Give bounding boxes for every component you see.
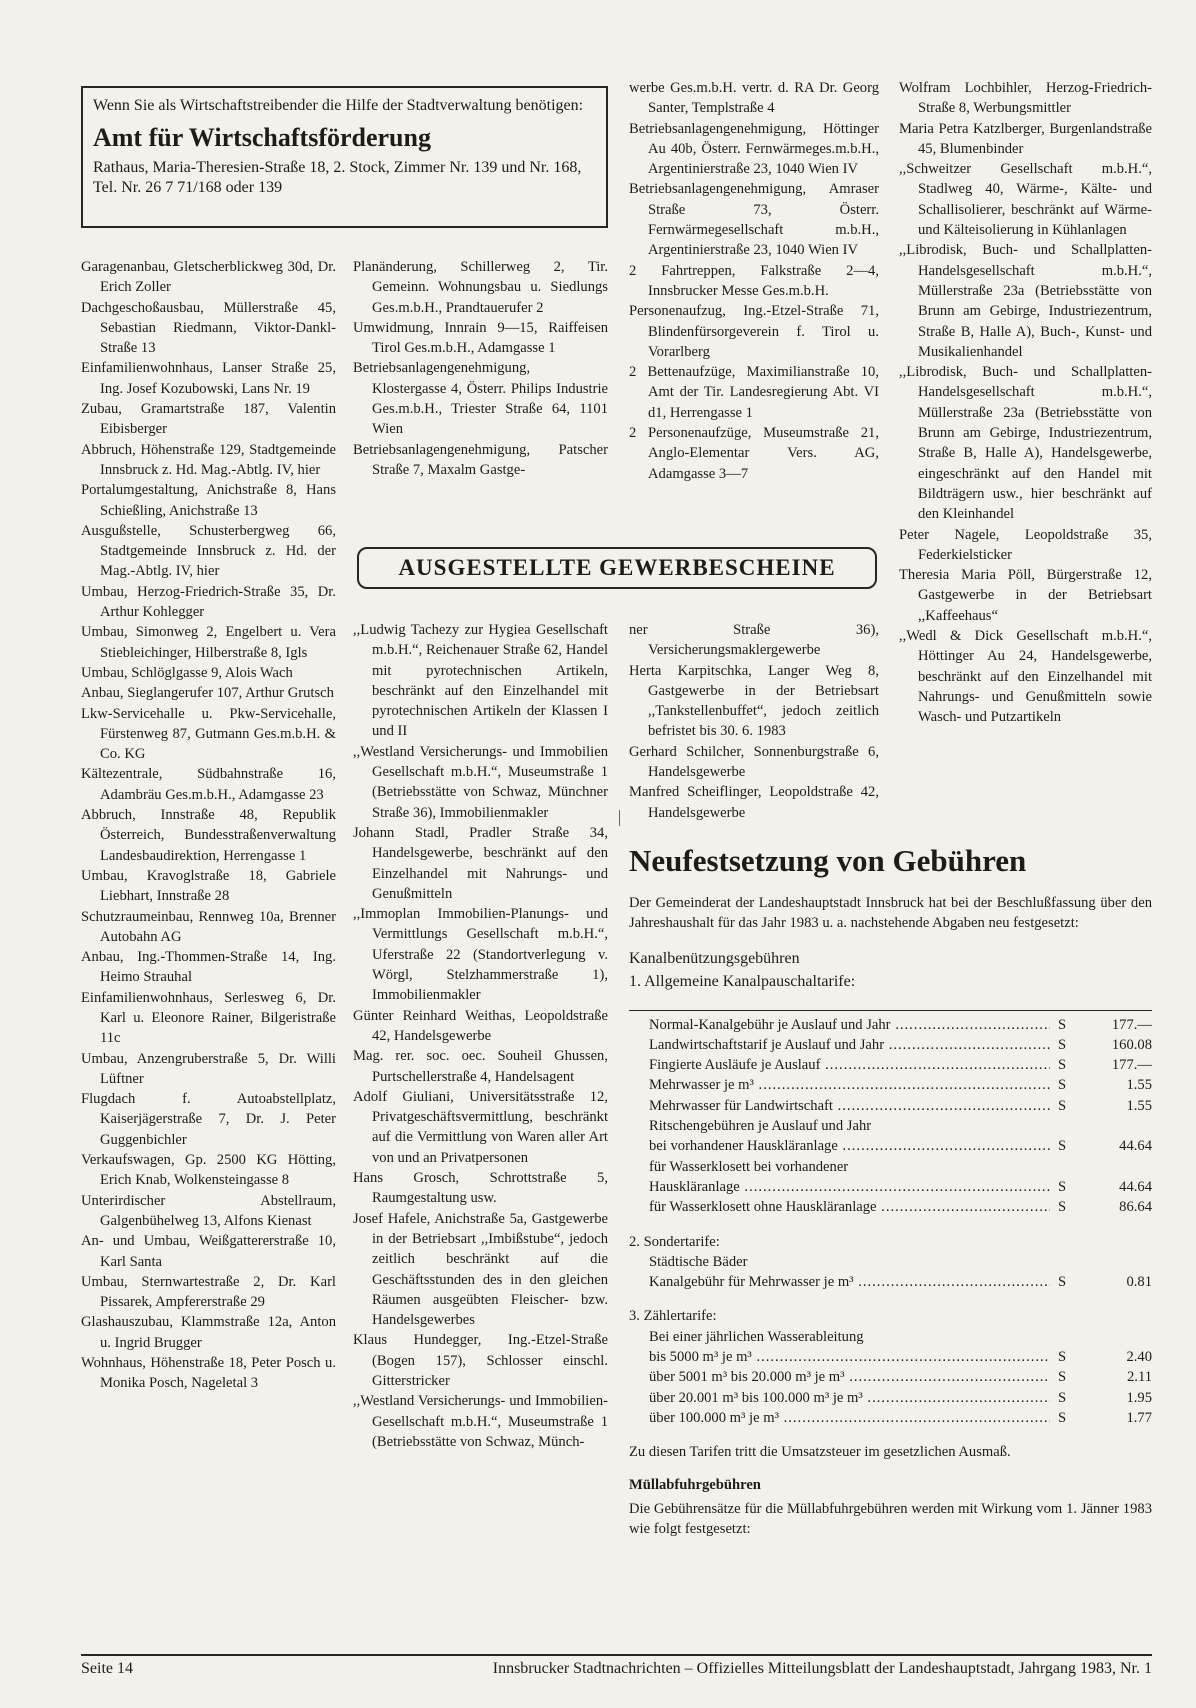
fee-label: für Wasserklosett ohne Hauskläranlage .....: [649, 1197, 1050, 1217]
fee-section: [629, 843, 1152, 1539]
fee-subheading: für Wasserklosett bei vorhandener: [649, 1158, 849, 1175]
trade-licenses-column-3: [629, 620, 879, 823]
sewer-fees-heading: Kanalbenützungsgebühren: [629, 949, 800, 967]
waste-fees-heading: Müllabfuhrgebühren: [629, 1476, 761, 1493]
list-item: Portalumgestaltung, Anichstraße 8, Hans Schießling, Anichstraße 13: [81, 482, 336, 519]
list-item: werbe Ges.m.b.H. vertr. d. RA Dr. Georg Santer, Templstraße 4: [629, 80, 879, 117]
list-item: ,,Schweitzer Gesellschaft m.b.H.“, Stadlweg 40, Wärme-, Kälte- und Schallisolierer, beschränkt auf Wärme- und Kälteisolierung in Kühlanlagen: [899, 161, 1152, 239]
list-item: Umwidmung, Innrain 9—15, Raiffeisen Tirol Ges.m.b.H., Adamgasse 1: [353, 319, 608, 357]
list-item: Anbau, Sieglangerufer 107, Arthur Grutsch: [81, 685, 334, 702]
building-permits-column-1: [81, 257, 336, 1394]
list-item: Zubau, Gramartstraße 187, Valentin Eibisberger: [81, 401, 336, 438]
fee-label: Normal-Kanalgebühr je Auslauf und Jahr .....: [649, 1015, 1050, 1035]
fee-currency: S: [1058, 1199, 1067, 1216]
waste-fees-text: Die Gebührensätze für die Müllabfuhrgebühren werden mit Wirkung vom 1. Jänner 1983 wie folgt festgesetzt:: [629, 1500, 1152, 1538]
fee-currency: S: [1058, 1077, 1067, 1094]
fee-label: bis 5000 m³ je m³ .....: [649, 1347, 1050, 1367]
list-item: Betriebsanlagengenehmigung, Höttinger Au 40b, Österr. Fernwärmeges.m.b.H., Argentinierstraße 23, 1040 Wien IV: [629, 120, 879, 178]
list-item: Betriebsanlagengenehmigung, Amraser Straße 73, Österr. Fernwärmegesellschaft m.b.H., Argentinierstraße 23, 1040 Wien IV: [629, 181, 879, 259]
fee-label: über 20.001 m³ bis 100.000 m³ je m³ .....: [649, 1388, 1050, 1408]
fee-currency: S: [1058, 1138, 1067, 1155]
list-item: Umbau, Herzog-Friedrich-Straße 35, Dr. Arthur Kohlegger: [81, 583, 336, 621]
fee-value: 44.64: [1119, 1138, 1152, 1155]
list-item: Johann Stadl, Pradler Straße 34, Handelsgewerbe, beschränkt auf den Einzelhandel mit Nahrungs- und Genußmitteln: [353, 824, 608, 902]
list-item: Wolfram Lochbihler, Herzog-Friedrich-Straße 8, Werbungsmittler: [899, 80, 1152, 117]
fee-block-ritschen: [649, 1136, 1152, 1156]
fee-currency: S: [1058, 1097, 1067, 1114]
fee-label: Landwirtschaftstarif je Auslauf und Jahr .....: [649, 1035, 1050, 1055]
fee-block-meter: [649, 1347, 1152, 1428]
meter-rates-sub: Bei einer jährlichen Wasserableitung: [649, 1328, 864, 1345]
list-item: Umbau, Schlöglgasse 9, Alois Wach: [81, 664, 293, 681]
fee-value: 177.—: [1111, 1057, 1152, 1074]
fee-value: 86.64: [1119, 1199, 1152, 1216]
list-item: Unterirdischer Abstellraum, Galgenbühelweg 13, Alfons Kienast: [81, 1192, 336, 1229]
fee-currency: S: [1058, 1036, 1067, 1053]
fee-table: [649, 1011, 1152, 1218]
fee-row: [649, 1177, 1152, 1197]
special-rates-heading: 2. Sondertarife:: [629, 1233, 720, 1250]
list-item: Glashauszubau, Klammstraße 12a, Anton u. Ingrid Brugger: [81, 1314, 336, 1351]
fee-currency: S: [1058, 1409, 1067, 1426]
list-item: Theresia Maria Pöll, Bürgerstraße 12, Gastgewerbe in der Betriebsart ,,Kaffeehaus“: [899, 567, 1152, 624]
building-permits-column-3: [629, 78, 879, 484]
list-item: Einfamilienwohnhaus, Lanser Straße 25, Ing. Josef Kozubowski, Lans Nr. 19: [81, 360, 336, 397]
list-item: Dachgeschoßausbau, Müllerstraße 45, Sebastian Riedmann, Viktor-Dankl-Straße 13: [81, 299, 336, 357]
list-item: Mag. rer. soc. oec. Souheil Ghussen, Purtschellerstraße 4, Handelsagent: [353, 1048, 608, 1085]
fee-row: [649, 1075, 1152, 1095]
fee-currency: S: [1058, 1349, 1067, 1366]
list-item: Klaus Hundegger, Ing.-Etzel-Straße (Bogen 157), Schlosser einschl. Gitterstricker: [353, 1332, 608, 1389]
fee-row: [649, 1272, 1152, 1292]
list-item: Manfred Scheiflinger, Leopoldstraße 42, Handelsgewerbe: [629, 784, 879, 821]
trade-licenses-column-2: [353, 620, 608, 1452]
fee-value: 1.95: [1126, 1389, 1152, 1406]
list-item: Adolf Giuliani, Universitätsstraße 12, Privatgeschäftsvermittlung, beschränkt auf die Vermittlung von Waren aller Art von und an Privatpersonen: [353, 1088, 608, 1166]
list-item: ,,Librodisk, Buch- und Schallplatten-Handelsgesellschaft m.b.H.“, Müllerstraße 23a (Betriebsstätte von Brunn am Gebirge, Industriezentrum, Straße B, Halle A), Buch-, Kunst- und Musikalienhandel: [899, 242, 1152, 360]
list-item: ,,Wedl & Dick Gesellschaft m.b.H.“, Höttinger Au 24, Handelsgewerbe, beschränkt auf den Einzelhandel mit Nahrungs- und Genußmitteln sowie Wasch- und Putzartikeln: [899, 628, 1152, 726]
fee-row: [649, 1055, 1152, 1075]
fee-row: [649, 1388, 1152, 1408]
meter-rates-heading: 3. Zählertarife:: [629, 1308, 717, 1325]
fee-row: [649, 1015, 1152, 1035]
list-item: Ausgußstelle, Schusterbergweg 66, Stadtgemeinde Innsbruck z. Hd. der Mag.-Abtlg. IV, hier: [81, 522, 336, 580]
list-item: ,,Westland Versicherungs- und Immobilien-Gesellschaft m.b.H.“, Museumstraße 1 (Betriebsstätte von Schwaz, Münch-: [353, 1393, 608, 1450]
box-address: Rathaus, Maria-Theresien-Straße 18, 2. Stock, Zimmer Nr. 139 und Nr. 168, Tel. Nr. 26 7 71/168 oder 139: [93, 159, 582, 196]
fee-value: 44.64: [1119, 1178, 1152, 1195]
list-item: Lkw-Servicehalle u. Pkw-Servicehalle, Fürstenweg 87, Gutmann Ges.m.b.H. & Co. KG: [81, 705, 336, 763]
list-item: Einfamilienwohnhaus, Serlesweg 6, Dr. Karl u. Eleonore Rainer, Bilgeristraße 11c: [81, 989, 336, 1047]
fee-label: Hauskläranlage .....: [649, 1177, 1050, 1197]
list-item: Abbruch, Höhenstraße 129, Stadtgemeinde Innsbruck z. Hd. Mag.-Abtlg. IV, hier: [81, 441, 336, 478]
fee-row: [649, 1347, 1152, 1367]
fee-label: über 100.000 m³ je m³ .....: [649, 1408, 1050, 1428]
list-item: Umbau, Anzengruberstraße 5, Dr. Willi Lüftner: [81, 1050, 336, 1087]
fee-currency: S: [1058, 1369, 1067, 1386]
list-item: Garagenanbau, Gletscherblickweg 30d, Dr. Erich Zoller: [81, 259, 336, 296]
fee-value: 160.08: [1111, 1036, 1152, 1053]
list-item: Abbruch, Innstraße 48, Republik Österreich, Bundesstraßenverwaltung Landesbaudirektion, Herrengasse 1: [81, 807, 336, 864]
list-item: Planänderung, Schillerweg 2, Tir. Gemeinn. Wohnungsbau u. Siedlungs Ges.m.b.H., Prandtauerufer 2: [353, 259, 608, 316]
list-item: Wohnhaus, Höhenstraße 18, Peter Posch u. Monika Posch, Nageletal 3: [81, 1355, 336, 1392]
list-item: Flugdach f. Autoabstellplatz, Kaiserjägerstraße 7, Dr. J. Peter Guggenbichler: [81, 1091, 336, 1148]
fee-value: 2.40: [1126, 1349, 1152, 1366]
fee-value: 1.77: [1126, 1409, 1152, 1426]
fee-block-general: [649, 1015, 1152, 1116]
fee-row: [649, 1136, 1152, 1156]
trade-licenses-column-4: [899, 78, 1152, 728]
list-item: ,,Librodisk, Buch- und Schallplatten-Handelsgesellschaft m.b.H.“, Müllerstraße 23a (Betriebsstätte von Brunn am Gebirge, Industriezentrum, Straße B, Halle A), Handelsgewerbe, eingeschränkt auf den Handel mit Bildträgern usw., hier beschränkt auf den Kleinhandel: [899, 364, 1152, 523]
fee-block-special: [649, 1272, 1152, 1292]
fee-value: 0.81: [1126, 1274, 1152, 1291]
list-item: Gerhard Schilcher, Sonnenburgstraße 6, Handelsgewerbe: [629, 743, 879, 781]
fee-subheading: Ritschengebühren je Auslauf und Jahr: [649, 1118, 872, 1135]
fee-value: 1.55: [1126, 1097, 1152, 1114]
special-rates-sub: Städtische Bäder: [649, 1253, 748, 1270]
trade-licenses-banner: AUSGESTELLTE GEWERBESCHEINE: [357, 547, 877, 589]
fee-intro: Der Gemeinderat der Landeshauptstadt Innsbruck hat bei der Beschlußfassung über den Jahreshaushalt für das Jahr 1983 u. a. nachstehende Abgaben neu festgesetzt:: [629, 895, 1152, 932]
fee-label: Fingierte Ausläufe je Auslauf .....: [649, 1055, 1050, 1075]
list-item: Günter Reinhard Weithas, Leopoldstraße 42, Handelsgewerbe: [353, 1007, 608, 1044]
list-item: ner Straße 36), Versicherungsmaklergewerbe: [629, 622, 879, 659]
fee-label: Mehrwasser je m³ .....: [649, 1075, 1050, 1095]
list-item: ,,Westland Versicherungs- und Immobilien Gesellschaft m.b.H.“, Museumstraße 1 (Betriebsstätte von Schwaz, Münchner Straße 36), Immobilienmakler: [353, 743, 608, 821]
page-number: Seite 14: [81, 1660, 133, 1677]
business-promotion-box: [81, 86, 608, 228]
list-item: Maria Petra Katzlberger, Burgenlandstraße 45, Blumenbinder: [899, 120, 1152, 157]
list-item: ,,Immoplan Immobilien-Planungs- und Vermittlungs Gesellschaft m.b.H.“, Uferstraße 22 (Standortverlegung v. Wörgl, Stelzhammerstraße 1), Immobilienmakler: [353, 906, 608, 1004]
list-item: Umbau, Simonweg 2, Engelbert u. Vera Stiebleichinger, Hilberstraße 8, Igls: [81, 624, 336, 661]
fee-currency: S: [1058, 1178, 1067, 1195]
list-item: Kältezentrale, Südbahnstraße 16, Adambräu Ges.m.b.H., Adamgasse 23: [81, 766, 336, 803]
list-item: Umbau, Sternwartestraße 2, Dr. Karl Pissarek, Ampfererstraße 29: [81, 1273, 336, 1311]
list-item: Herta Karpitschka, Langer Weg 8, Gastgewerbe in der Betriebsart ,,Tankstellenbuffet“, jedoch zeitlich befristet bis 30. 6. 1983: [629, 662, 879, 740]
list-item: Umbau, Kravoglstraße 18, Gabriele Liebhart, Innstraße 28: [81, 867, 336, 905]
list-item: Josef Hafele, Anichstraße 5a, Gastgewerbe in der Betriebsart ,,Imbißstube“, jedoch zeitlich beschränkt auf die Geschäftsstunden des in den gleichen Räumen ausgeübten Fleischer- bzw. Handelsgewerbes: [353, 1210, 608, 1329]
list-item: Hans Grosch, Schrottstraße 5, Raumgestaltung usw.: [353, 1170, 608, 1207]
fee-row: [649, 1408, 1152, 1428]
box-title: Amt für Wirtschaftsförderung: [93, 123, 431, 152]
list-item: An- und Umbau, Weißgattererstraße 10, Karl Santa: [81, 1233, 336, 1270]
flat-rate-heading: 1. Allgemeine Kanalpauschaltarife:: [629, 972, 856, 990]
fee-currency: S: [1058, 1016, 1067, 1033]
fee-label: Kanalgebühr für Mehrwasser je m³ .....: [649, 1272, 1050, 1292]
page-footer: [81, 1654, 1152, 1678]
fee-value: 2.11: [1127, 1369, 1152, 1386]
column-divider: [619, 810, 620, 826]
fee-currency: S: [1058, 1389, 1067, 1406]
publication-line: Innsbrucker Stadtnachrichten – Offizielles Mitteilungsblatt der Landeshauptstadt, Jahrgang 1983, Nr. 1: [492, 1660, 1152, 1677]
list-item: 2 Personenaufzüge, Museumstraße 21, Anglo-Elementar Vers. AG, Adamgasse 3—7: [629, 425, 879, 482]
fee-row: [649, 1096, 1152, 1116]
box-intro: Wenn Sie als Wirtschaftstreibender die Hilfe der Stadtverwaltung benötigen:: [93, 97, 584, 114]
fee-row: [649, 1197, 1152, 1217]
list-item: Anbau, Ing.-Thommen-Straße 14, Ing. Heimo Strauhal: [81, 949, 336, 986]
list-item: ,,Ludwig Tachezy zur Hygiea Gesellschaft m.b.H.“, Reichenauer Straße 62, Handel mit pyrotechnischen Artikeln, beschränkt auf den Einzelhandel mit pyrotechnischen Artikeln der Klassen I und II: [353, 622, 608, 740]
fee-label: bei vorhandener Hauskläranlage .....: [649, 1136, 1050, 1156]
fee-currency: S: [1058, 1274, 1067, 1291]
list-item: Schutzraumeinbau, Rennweg 10a, Brenner Autobahn AG: [81, 908, 336, 945]
fee-block-wc: [649, 1177, 1152, 1218]
list-item: Personenaufzug, Ing.-Etzel-Straße 71, Blindenfürsorgeverein f. Tirol u. Vorarlberg: [629, 303, 879, 360]
list-item: 2 Bettenaufzüge, Maximilianstraße 10, Amt der Tir. Landesregierung Abt. VI d1, Herrengasse 1: [629, 364, 879, 421]
fee-label: Mehrwasser für Landwirtschaft .....: [649, 1096, 1050, 1116]
building-permits-column-2: [353, 257, 608, 480]
fee-label: über 5001 m³ bis 20.000 m³ je m³ .....: [649, 1367, 1050, 1387]
list-item: 2 Fahrtreppen, Falkstraße 2—4, Innsbrucker Messe Ges.m.b.H.: [629, 262, 879, 299]
list-item: Betriebsanlagengenehmigung, Klostergasse 4, Österr. Philips Industrie Ges.m.b.H., Triester Straße 64, 1101 Wien: [353, 360, 608, 438]
fee-section-title: Neufestsetzung von Gebühren: [629, 843, 1027, 878]
fee-row: [649, 1035, 1152, 1055]
fee-value: 177.—: [1111, 1016, 1152, 1033]
list-item: Verkaufswagen, Gp. 2500 KG Hötting, Erich Knab, Wolkensteingasse 8: [81, 1152, 336, 1189]
vat-note: Zu diesen Tarifen tritt die Umsatzsteuer im gesetzlichen Ausmaß.: [629, 1444, 1011, 1461]
fee-row: [649, 1367, 1152, 1387]
list-item: Betriebsanlagengenehmigung, Patscher Straße 7, Maxalm Gastge-: [353, 441, 608, 478]
list-item: Peter Nagele, Leopoldstraße 35, Federkielsticker: [899, 526, 1152, 563]
fee-currency: S: [1058, 1057, 1067, 1074]
fee-value: 1.55: [1126, 1077, 1152, 1094]
